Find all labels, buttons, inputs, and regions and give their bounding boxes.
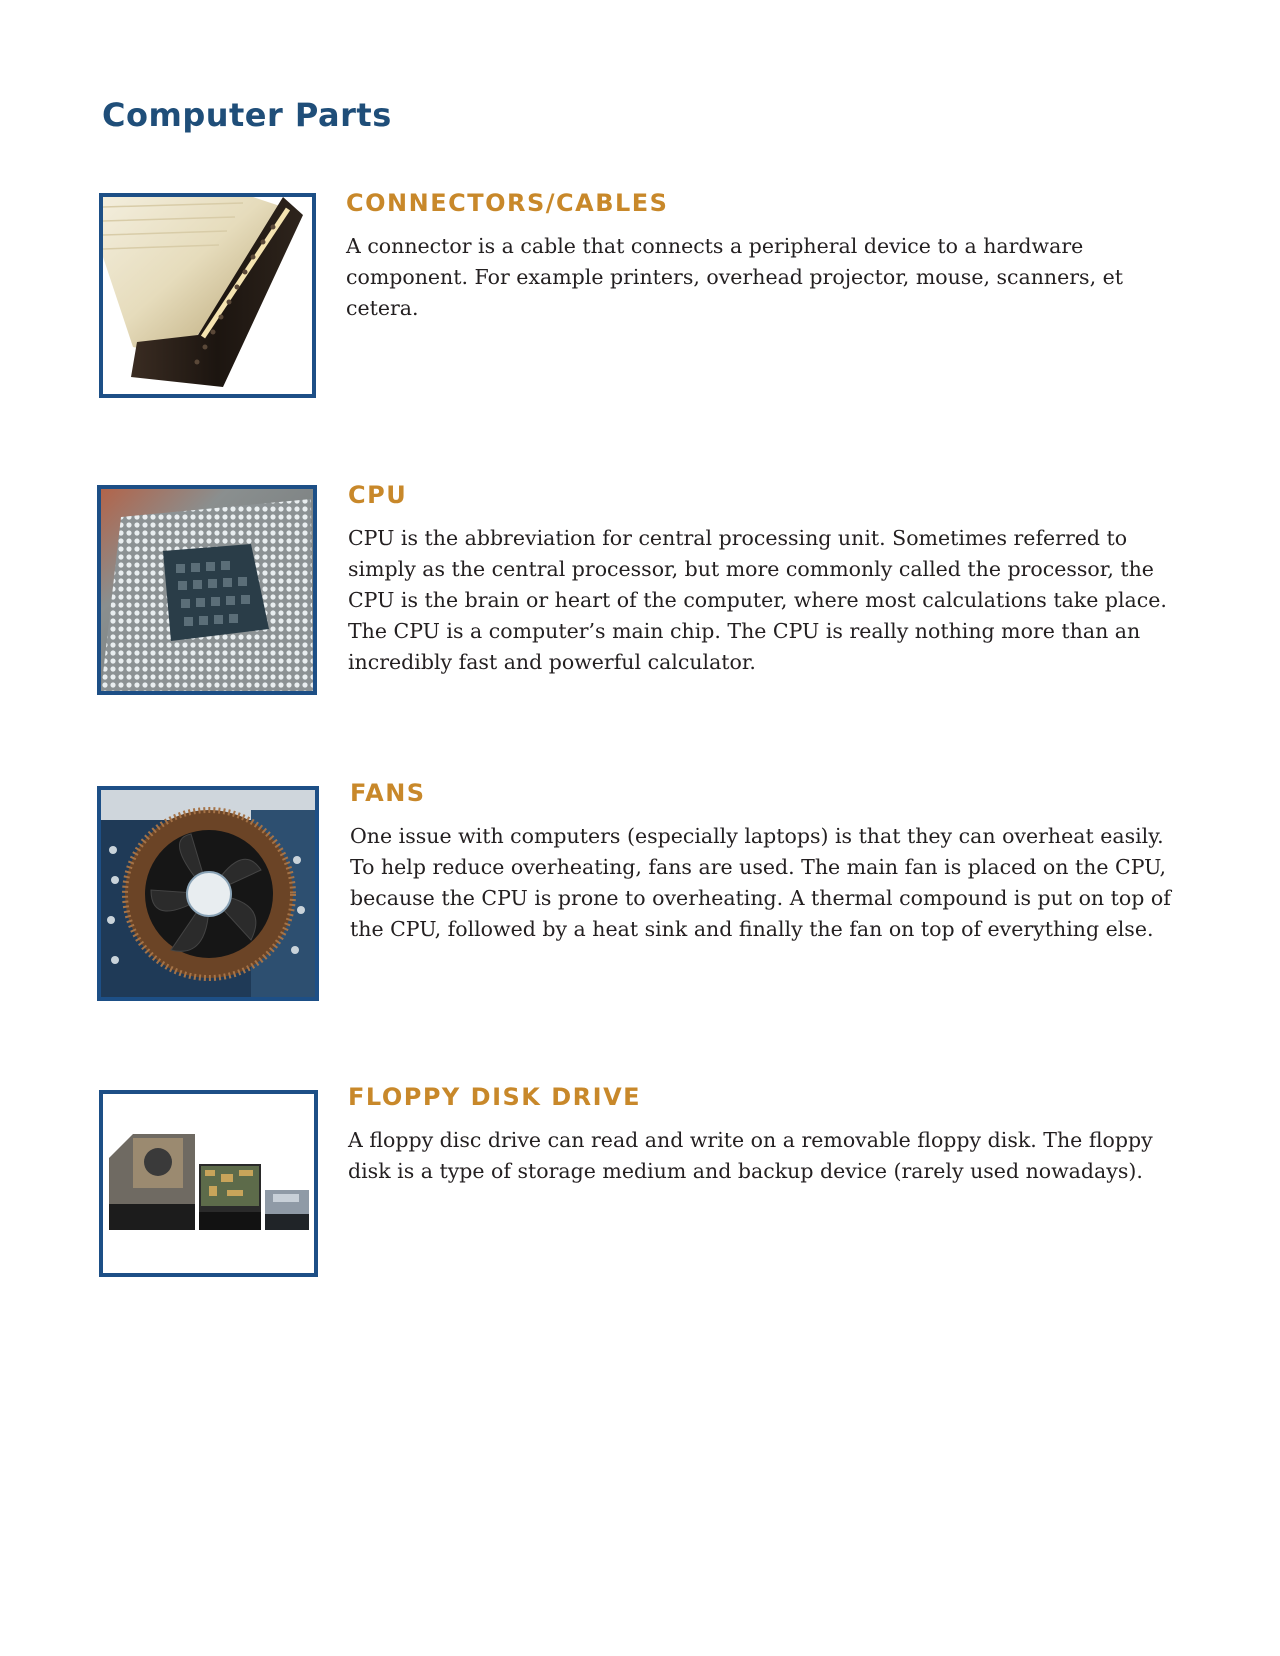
ribbon-cable-connector-image bbox=[99, 193, 316, 398]
section-body: CPU is the abbreviation for central processing unit. Sometimes referred to simply as the central processor, but more commonly called the processor, the CPU is the brain or heart of the computer, where most calculations take place. The CPU is a computer’s main chip. The CPU is really nothing more than an incredibly fast and powerful calculator. bbox=[348, 526, 1167, 674]
section-body: One issue with computers (especially laptops) is that they can overheat easily. To help reduce overheating, fans are used. The main fan is placed on the CPU, because the CPU is prone to overheating. A thermal compound is put on top of the CPU, followed by a heat sink and finally the fan on top of everything else. bbox=[350, 824, 1171, 941]
floppy-disk-drives-image bbox=[99, 1090, 318, 1277]
cpu-chip-image bbox=[97, 485, 317, 695]
section-connectors-cables bbox=[346, 189, 1176, 324]
section-body: A connector is a cable that connects a peripheral device to a hardware component. For example printers, overhead projector, mouse, scanners, et cetera. bbox=[346, 234, 1123, 320]
section-heading: FLOPPY DISK DRIVE bbox=[348, 1083, 642, 1111]
cpu-cooling-fan-image bbox=[97, 786, 319, 1001]
section-heading: CPU bbox=[348, 481, 408, 509]
section-cpu bbox=[348, 481, 1178, 678]
section-floppy-disk-drive bbox=[348, 1083, 1178, 1187]
section-fans bbox=[350, 779, 1180, 945]
section-body: A floppy disc drive can read and write on a removable floppy disk. The floppy disk is a type of storage medium and backup device (rarely used nowadays). bbox=[348, 1128, 1153, 1183]
section-heading: CONNECTORS/CABLES bbox=[346, 189, 669, 217]
section-heading: FANS bbox=[350, 779, 426, 807]
page-title: Computer Parts bbox=[102, 96, 392, 134]
